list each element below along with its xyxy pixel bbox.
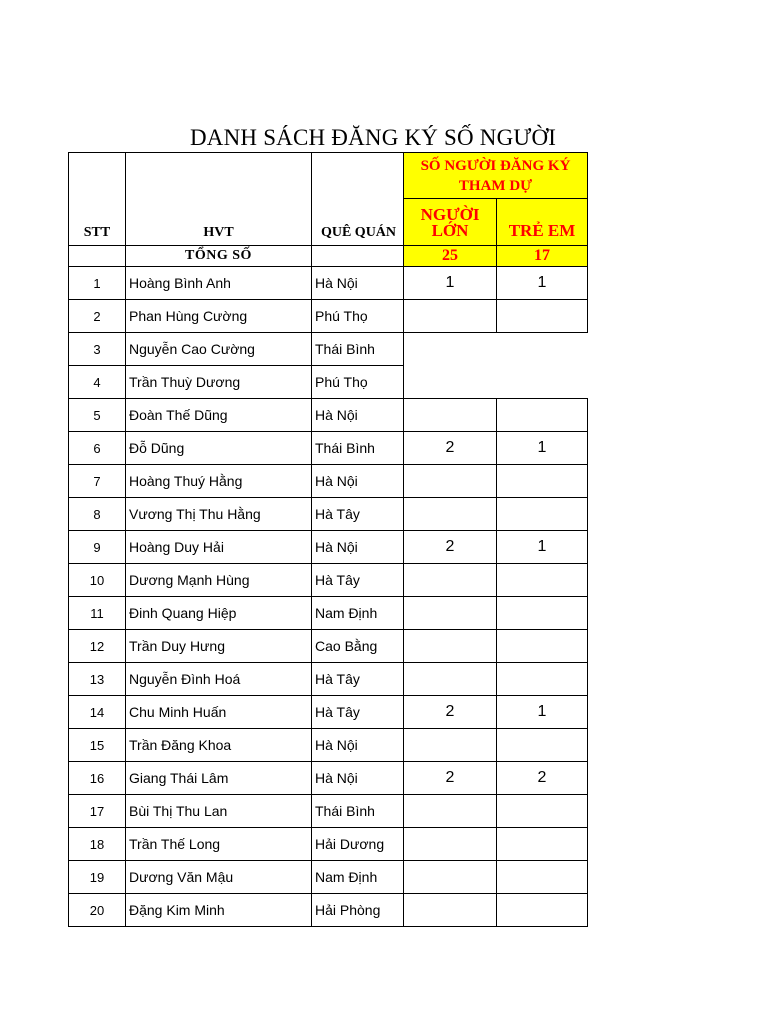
row-stt: 19	[69, 861, 126, 894]
totals-children: 17	[497, 246, 588, 267]
row-stt: 4	[69, 366, 126, 399]
totals-stt-cell	[69, 246, 126, 267]
row-home: Hải Dương	[312, 828, 404, 861]
sheet-title: DANH SÁCH ĐĂNG KÝ SỐ NGƯỜI	[190, 125, 557, 150]
row-adults: 2	[404, 432, 497, 465]
row-children	[497, 498, 588, 531]
title-container	[190, 123, 590, 153]
row-name: Trần Duy Hưng	[126, 630, 312, 663]
row-children	[497, 366, 588, 399]
row-stt: 7	[69, 465, 126, 498]
row-adults	[404, 300, 497, 333]
row-stt: 6	[69, 432, 126, 465]
row-children	[497, 300, 588, 333]
row-stt: 8	[69, 498, 126, 531]
row-name: Hoàng Thuý Hằng	[126, 465, 312, 498]
table-row	[69, 795, 588, 828]
table-row	[69, 861, 588, 894]
row-adults	[404, 597, 497, 630]
table-row	[69, 762, 588, 795]
row-adults	[404, 729, 497, 762]
row-home: Thái Bình	[312, 333, 404, 366]
row-name: Dương Văn Mậu	[126, 861, 312, 894]
row-children	[497, 564, 588, 597]
row-children	[497, 663, 588, 696]
table-row	[69, 366, 588, 399]
row-name: Bùi Thị Thu Lan	[126, 795, 312, 828]
row-stt: 9	[69, 531, 126, 564]
row-name: Đỗ Dũng	[126, 432, 312, 465]
row-adults	[404, 894, 497, 927]
row-children	[497, 795, 588, 828]
row-children	[497, 894, 588, 927]
table-row	[69, 531, 588, 564]
row-children: 1	[497, 267, 588, 300]
row-home: Phú Thọ	[312, 300, 404, 333]
adults-header: NGƯỜI LỚN	[404, 199, 497, 246]
registered-header: SỐ NGƯỜI ĐĂNG KÝ THAM DỰ	[404, 153, 588, 199]
table-row	[69, 630, 588, 663]
row-children	[497, 399, 588, 432]
row-name: Vương Thị Thu Hằng	[126, 498, 312, 531]
row-stt: 15	[69, 729, 126, 762]
row-adults	[404, 333, 497, 366]
row-stt: 17	[69, 795, 126, 828]
table-row	[69, 564, 588, 597]
table-row	[69, 465, 588, 498]
row-adults	[404, 663, 497, 696]
row-home: Phú Thọ	[312, 366, 404, 399]
row-adults	[404, 861, 497, 894]
row-name: Dương Mạnh Hùng	[126, 564, 312, 597]
row-home: Hà Nội	[312, 465, 404, 498]
row-children	[497, 465, 588, 498]
row-name: Đặng Kim Minh	[126, 894, 312, 927]
que-quan-header: QUÊ QUÁN	[312, 153, 404, 246]
table-row	[69, 597, 588, 630]
row-adults: 2	[404, 696, 497, 729]
row-home: Hà Tây	[312, 696, 404, 729]
table-row	[69, 432, 588, 465]
totals-home-cell	[312, 246, 404, 267]
table-row	[69, 729, 588, 762]
row-name: Giang Thái Lâm	[126, 762, 312, 795]
row-stt: 13	[69, 663, 126, 696]
row-children	[497, 861, 588, 894]
registration-table	[68, 152, 588, 927]
totals-label: TỔNG SỐ	[126, 246, 312, 267]
row-home: Hà Nội	[312, 531, 404, 564]
row-children	[497, 333, 588, 366]
row-home: Hà Nội	[312, 267, 404, 300]
row-home: Hà Nội	[312, 399, 404, 432]
table-row	[69, 399, 588, 432]
table-row	[69, 894, 588, 927]
row-stt: 12	[69, 630, 126, 663]
row-name: Đinh Quang Hiệp	[126, 597, 312, 630]
row-name: Đoàn Thế Dũng	[126, 399, 312, 432]
row-home: Hà Tây	[312, 498, 404, 531]
row-stt: 2	[69, 300, 126, 333]
row-name: Hoàng Bình Anh	[126, 267, 312, 300]
row-adults	[404, 465, 497, 498]
row-name: Trần Thế Long	[126, 828, 312, 861]
row-children	[497, 630, 588, 663]
row-home: Hà Tây	[312, 564, 404, 597]
row-home: Hà Tây	[312, 663, 404, 696]
row-stt: 14	[69, 696, 126, 729]
row-name: Trần Thuỳ Dương	[126, 366, 312, 399]
row-stt: 18	[69, 828, 126, 861]
row-adults	[404, 399, 497, 432]
row-home: Nam Định	[312, 597, 404, 630]
row-children	[497, 828, 588, 861]
row-adults: 1	[404, 267, 497, 300]
row-adults	[404, 828, 497, 861]
row-stt: 1	[69, 267, 126, 300]
row-adults	[404, 366, 497, 399]
totals-row	[69, 246, 588, 267]
row-home: Hải Phòng	[312, 894, 404, 927]
row-name: Nguyễn Đình Hoá	[126, 663, 312, 696]
row-children: 1	[497, 531, 588, 564]
row-adults: 2	[404, 762, 497, 795]
hvt-header: HVT	[126, 153, 312, 246]
row-name: Phan Hùng Cường	[126, 300, 312, 333]
row-stt: 16	[69, 762, 126, 795]
children-header: TRẺ EM	[497, 199, 588, 246]
totals-adults: 25	[404, 246, 497, 267]
row-stt: 5	[69, 399, 126, 432]
row-name: Hoàng Duy Hải	[126, 531, 312, 564]
table-row	[69, 828, 588, 861]
table-row	[69, 663, 588, 696]
row-name: Chu Minh Huấn	[126, 696, 312, 729]
table-row	[69, 300, 588, 333]
row-children	[497, 729, 588, 762]
row-name: Trần Đăng Khoa	[126, 729, 312, 762]
row-adults	[404, 795, 497, 828]
row-children: 1	[497, 696, 588, 729]
row-name: Nguyễn Cao Cường	[126, 333, 312, 366]
row-home: Hà Nội	[312, 762, 404, 795]
row-children: 1	[497, 432, 588, 465]
table-row	[69, 333, 588, 366]
row-home: Cao Bằng	[312, 630, 404, 663]
row-adults	[404, 498, 497, 531]
row-home: Hà Nội	[312, 729, 404, 762]
stt-header: STT	[69, 153, 126, 246]
row-adults	[404, 630, 497, 663]
table-row	[69, 267, 588, 300]
row-home: Thái Bình	[312, 795, 404, 828]
table-row	[69, 696, 588, 729]
row-home: Nam Định	[312, 861, 404, 894]
row-stt: 20	[69, 894, 126, 927]
row-children: 2	[497, 762, 588, 795]
row-stt: 3	[69, 333, 126, 366]
row-home: Thái Bình	[312, 432, 404, 465]
row-adults: 2	[404, 531, 497, 564]
row-stt: 10	[69, 564, 126, 597]
header-row-1	[69, 153, 588, 199]
row-adults	[404, 564, 497, 597]
row-children	[497, 597, 588, 630]
table-row	[69, 498, 588, 531]
row-stt: 11	[69, 597, 126, 630]
